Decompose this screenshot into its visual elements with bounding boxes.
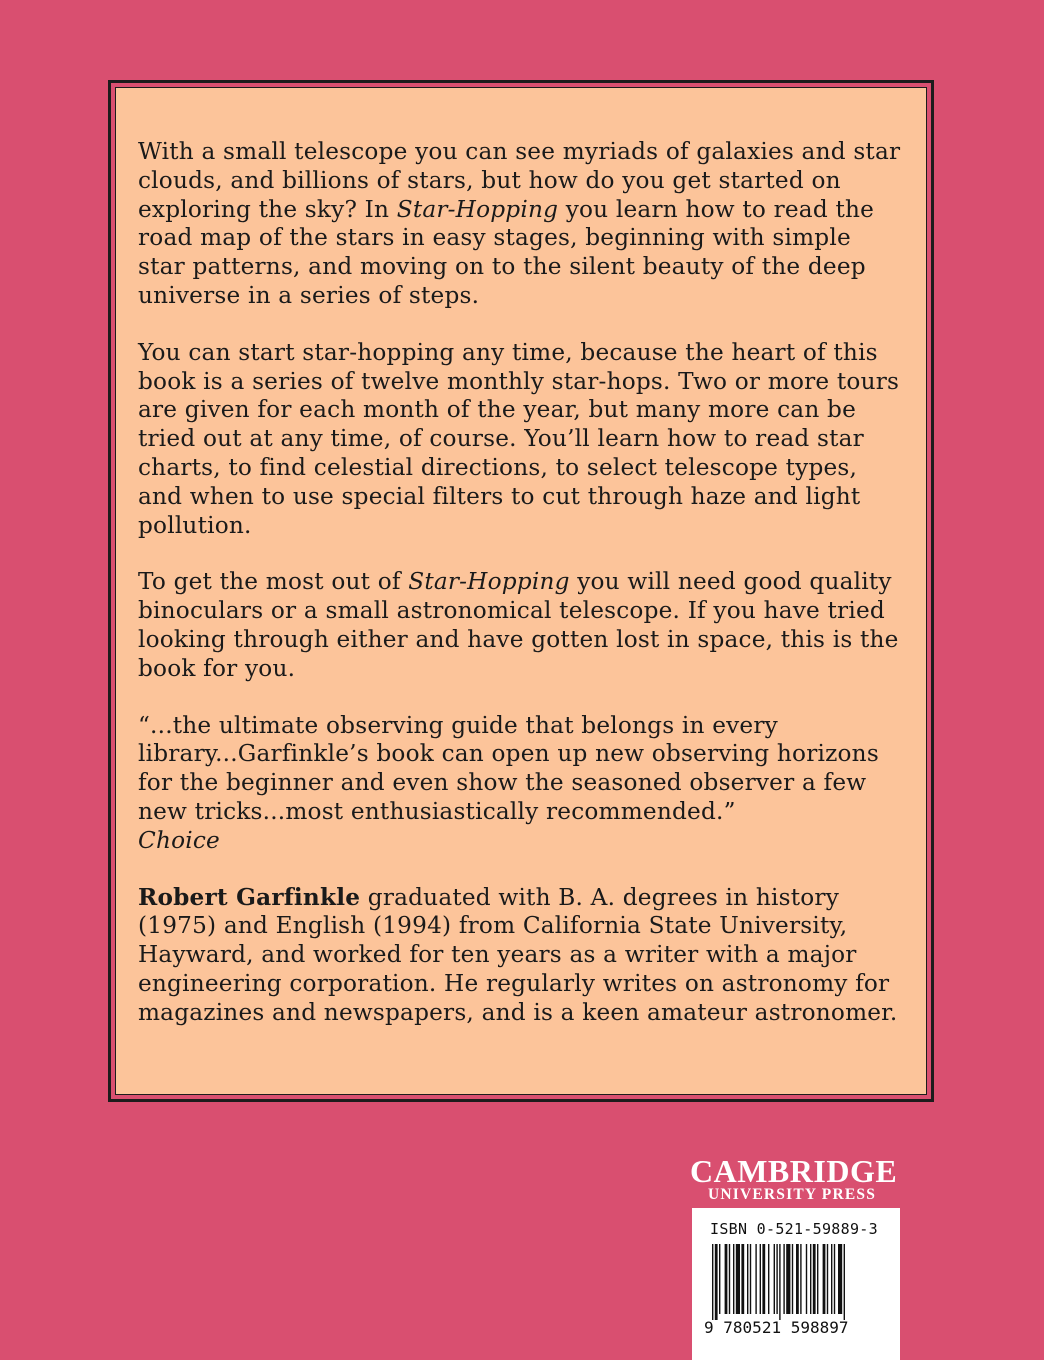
barcode-bar: [719, 1244, 720, 1314]
barcode-bar: [786, 1244, 790, 1314]
publisher-logo: [690, 1153, 898, 1204]
barcode-bar: [725, 1244, 728, 1314]
barcode-bar: [844, 1244, 845, 1320]
barcode-bar: [755, 1244, 756, 1314]
barcode-bar: [741, 1244, 744, 1314]
barcode-bar: [817, 1244, 818, 1314]
barcode-box: [692, 1208, 900, 1360]
author-bio-text: graduated with B. A. degrees in history (1975) and English (1994) from California State University, Hayward, and worked for ten years as a writer with a major engineering corporation. He regularly writes on astronomy for magazines and newspapers, and is a keen amateur astronomer.: [138, 883, 898, 1026]
barcode-bar: [813, 1244, 816, 1314]
requirements-paragraph: [138, 568, 902, 683]
barcode-bar: [810, 1244, 811, 1314]
barcode-bar: [747, 1244, 748, 1314]
review-quote: [138, 712, 902, 856]
barcode-bar: [762, 1244, 765, 1314]
barcode-bar: [768, 1244, 769, 1314]
intro-paragraph: [138, 138, 902, 311]
barcode-bar: [827, 1244, 828, 1314]
publisher-name: CAMBRIDGE: [690, 1153, 898, 1189]
barcode-bar: [774, 1244, 775, 1314]
barcode-bar: [733, 1244, 734, 1314]
requirements-text-start: To get the most out of: [138, 568, 409, 596]
ean-first-digit: 9: [704, 1318, 714, 1337]
ean-number: [704, 1318, 890, 1337]
barcode-bar: [834, 1244, 835, 1314]
ean-right-group: 598897: [790, 1318, 849, 1337]
barcode-bar: [715, 1244, 718, 1320]
barcode-bar: [776, 1244, 777, 1314]
requirements-text-end: you will need good quality binoculars or a small astronomical telescope. If you have tried looking through either and have gotten lost in space, this is the book for you.: [138, 568, 899, 682]
content-paragraph: You can start star-hopping any time, because the heart of this book is a series of twelve monthly star-hops. Two or more tours are given for each month of the year, but many more can be tried out at any time, of course. You’ll learn how to read star charts, to find celestial directions, to select telescope types, and when to use special filters to cut through haze and light pollution.: [138, 338, 900, 539]
barcode-bar: [783, 1244, 784, 1314]
review-quote-text: “...the ultimate observing guide that belongs in every library...Garfinkle’s book can open up new observing horizons for the beginner and even show the seasoned observer a few new tricks...most enthusiastically recommended.”: [138, 711, 879, 825]
blurb-panel-inner: [115, 87, 927, 1095]
barcode-bar: [831, 1244, 832, 1314]
barcode-bar: [806, 1244, 807, 1314]
barcode-bar: [736, 1244, 740, 1314]
barcode-bar: [760, 1244, 761, 1314]
barcode-bar: [792, 1244, 793, 1314]
requirements-book-title: Star-Hopping: [408, 568, 570, 596]
barcode-bar: [823, 1244, 826, 1314]
author-name: Robert Garfinkle: [138, 883, 361, 911]
blurb-panel: [108, 80, 934, 1102]
intro-text-end: you learn how to read the road map of the stars in easy stages, beginning with simple star patterns, and moving on to the silent beauty of the deep universe in a series of steps.: [138, 195, 875, 309]
barcode-bar: [779, 1244, 780, 1320]
author-bio: [138, 884, 902, 1028]
intro-book-title: Star-Hopping: [396, 195, 559, 223]
barcode-bar: [729, 1244, 730, 1314]
intro-text-start: With a small telescope you can see myriads of galaxies and star clouds, and billions of stars, but how do you get started on exploring the sky? In: [138, 138, 901, 223]
publisher-subtitle: UNIVERSITY PRESS: [707, 1186, 877, 1203]
review-quote-source: Choice: [138, 826, 220, 854]
barcode-bar: [750, 1244, 751, 1314]
ean-left-group: 780521: [723, 1318, 782, 1337]
barcode-bar: [838, 1244, 842, 1314]
isbn-label: ISBN 0-521-59889-3: [710, 1220, 878, 1238]
barcode-icon: [704, 1244, 888, 1320]
barcode-bar: [800, 1244, 801, 1314]
barcode-bar: [712, 1244, 713, 1320]
barcode-bar: [796, 1244, 799, 1314]
